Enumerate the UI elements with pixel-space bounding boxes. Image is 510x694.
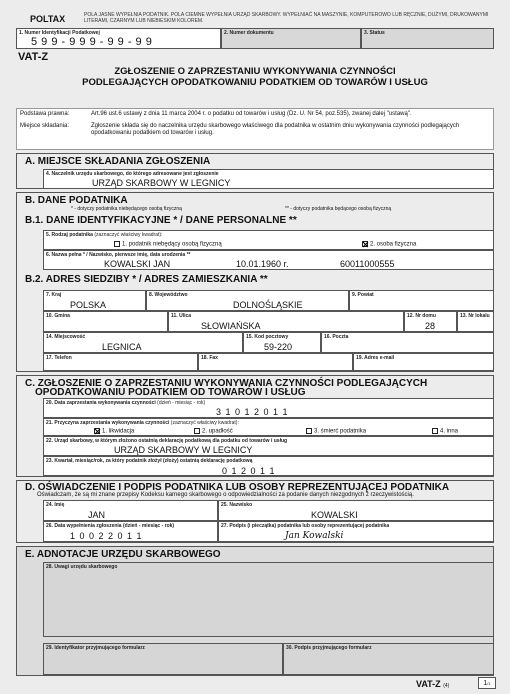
page-number: 1/1	[478, 677, 496, 689]
first-name-label: 24. Imię	[46, 502, 65, 508]
last-declaration-period-label: 23. Kwartał, miesiąc/rok, za który podatnik złożył (złoży) ostatnią deklarację podatkową	[46, 458, 253, 464]
fax-label: 18. Fax	[201, 355, 218, 361]
first-name-value: JAN	[88, 510, 106, 520]
taxpayer-type-option-2[interactable]: 2. osoba fizyczna	[362, 241, 416, 249]
email-label: 19. Adres e-mail	[356, 355, 395, 361]
section-e	[16, 546, 494, 676]
legal-basis-text: Art.96 ust.6 ustawy z dnia 11 marca 2004 r. o podatku od towarów i usług (Dz. U. Nr 54, poz.535), zwanej dalej "ustawą".	[91, 111, 412, 117]
pesel-value: 60011000555	[340, 259, 395, 269]
checkbox-icon[interactable]	[432, 428, 438, 434]
nip-value: 5 9 9 - 9 9 9 - 9 9 - 9 9	[31, 36, 153, 48]
note-natural-person: ** - dotyczy podatnika będącego osobą fizyczną	[285, 206, 392, 212]
office-notes-field	[43, 562, 494, 637]
municipality-field[interactable]	[43, 311, 168, 332]
reason-option-death[interactable]: 3. śmierć podatnika	[306, 428, 366, 436]
section-b1-title: B.1. DANE IDENTYFIKACYJNE * / DANE PERSONALNE **	[25, 215, 297, 226]
fax-field[interactable]	[198, 353, 353, 371]
form-title-line1: ZGŁOSZENIE O ZAPRZESTANIU WYKONYWANIA CZYNNOŚCI	[114, 66, 396, 77]
house-number-field[interactable]	[404, 311, 457, 332]
last-name-label: 25. Nazwisko	[221, 502, 253, 508]
section-d-title: D. OŚWIADCZENIE I PODPIS PODATNIKA LUB OSOBY REPREZENTUJĄCEJ PODATNIKA	[25, 482, 450, 493]
taxpayer-type-hint: (zaznaczyć właściwy kwadrat):	[94, 232, 163, 238]
reason-option-liquidation[interactable]: 1. likwidacja	[94, 428, 134, 436]
taxpayer-name-value: KOWALSKI JAN	[104, 259, 171, 269]
receiver-id-field	[43, 643, 283, 675]
section-a	[16, 153, 494, 189]
house-number-label: 12. Nr domu	[407, 313, 436, 319]
receiver-id-label: 29. Identyfikator przyjmującego formularz	[46, 645, 145, 651]
country-value: POLSKA	[70, 300, 107, 310]
cessation-date-field[interactable]	[43, 398, 494, 418]
county-field[interactable]	[349, 290, 494, 311]
last-name-value: KOWALSKI	[311, 510, 358, 520]
completion-date-value: 1 0 0 2 2 0 1 1	[70, 531, 143, 541]
status-field	[361, 28, 494, 49]
voivodeship-value: DOLNOŚLĄSKIE	[233, 300, 303, 310]
street-field[interactable]	[168, 311, 404, 332]
document-number-field	[221, 28, 361, 49]
last-declaration-period-field[interactable]	[43, 456, 494, 476]
birth-date-value: 10.01.1960 r.	[236, 259, 289, 269]
section-b	[16, 192, 494, 372]
country-label: 7. Kraj	[46, 292, 62, 298]
completion-date-field[interactable]	[43, 521, 218, 542]
taxpayer-type-option-1[interactable]: 1. podatnik niebędący osobą fizyczną	[114, 241, 222, 249]
cessation-date-label: 20. Data zaprzestania wykonywania czynności	[46, 400, 156, 406]
legal-info-box	[16, 108, 494, 150]
note-legal-entity: * - dotyczy podatnika niebędącego osobą fizyczną	[71, 206, 182, 212]
cessation-date-hint: (dzień - miesiąc - rok)	[157, 400, 206, 406]
checked-checkbox-icon[interactable]	[94, 428, 100, 434]
section-c	[16, 375, 494, 477]
receiver-signature-label: 30. Podpis przyjmującego formularz	[286, 645, 372, 651]
completion-date-label: 26. Data wypełnienia zgłoszenia (dzień - miesiąc - rok)	[46, 523, 175, 529]
apartment-number-field[interactable]	[457, 311, 494, 332]
filing-place-label: Miejsce składania:	[20, 123, 70, 129]
postal-code-field[interactable]	[243, 332, 321, 353]
last-name-field[interactable]	[218, 500, 494, 521]
section-b2-title: B.2. ADRES SIEDZIBY * / ADRES ZAMIESZKANIA **	[25, 274, 268, 285]
apartment-number-label: 13. Nr lokalu	[460, 313, 490, 319]
post-office-field[interactable]	[321, 332, 494, 353]
reason-option-other[interactable]: 4. inna	[432, 428, 458, 436]
taxpayer-type-field	[43, 230, 494, 250]
last-declaration-period-value: 0 1 2 0 1 1	[222, 466, 276, 476]
cessation-reason-label: 21. Przyczyna zaprzestania wykonywania czynności	[46, 420, 170, 426]
section-e-title: E. ADNOTACJE URZĘDU SKARBOWEGO	[25, 549, 221, 560]
form-code: VAT-Z	[18, 51, 49, 63]
cessation-date-value: 3 1 0 1 2 0 1 1	[216, 407, 289, 417]
house-number-value: 28	[425, 321, 436, 331]
taxpayer-name-field[interactable]	[43, 250, 494, 270]
status-label: 3. Status	[364, 30, 385, 36]
cessation-reason-hint: (zaznaczyć właściwy kwadrat):	[170, 420, 239, 426]
brand-label: POLTAX	[30, 14, 66, 24]
receiver-signature-field	[283, 643, 494, 675]
tax-office-field[interactable]	[43, 169, 494, 189]
legal-basis-label: Podstawa prawna:	[20, 111, 70, 117]
tax-office-value: URZĄD SKARBOWY W LEGNICY	[92, 178, 231, 188]
phone-field[interactable]	[43, 353, 198, 371]
office-notes-label: 28. Uwagi urzędu skarbowego	[46, 564, 118, 570]
section-d	[16, 480, 494, 543]
checked-checkbox-icon[interactable]	[362, 241, 368, 247]
cessation-reason-field	[43, 418, 494, 436]
signature-field[interactable]	[218, 521, 494, 542]
checkbox-icon[interactable]	[194, 428, 200, 434]
city-value: LEGNICA	[102, 342, 142, 352]
county-label: 9. Powiat	[352, 292, 374, 298]
last-declaration-office-field[interactable]	[43, 436, 494, 456]
nip-field[interactable]	[16, 28, 221, 49]
street-label: 11. Ulica	[171, 313, 192, 319]
phone-label: 17. Telefon	[46, 355, 72, 361]
post-office-label: 16. Poczta	[324, 334, 349, 340]
voivodeship-field[interactable]	[146, 290, 349, 311]
section-a-title: A. MIEJSCE SKŁADANIA ZGŁOSZENIA	[25, 156, 211, 167]
section-c-title-line1: C. ZGŁOSZENIE O ZAPRZESTANIU WYKONYWANIA CZYNNOŚCI PODLEGAJĄCYCH	[25, 378, 428, 389]
postal-code-value: 59-220	[264, 342, 293, 352]
postal-code-label: 15. Kod pocztowy	[246, 334, 289, 340]
taxpayer-type-label: 5. Rodzaj podatnika	[46, 232, 93, 238]
first-name-field[interactable]	[43, 500, 218, 521]
filing-place-text: Zgłoszenie składa się do naczelnika urzędu skarbowego właściwego dla podatnika w ostatnim dniu wykonywania czynności podlegających opodatkowaniu podatkiem od towarów i usług.	[91, 123, 460, 136]
tax-office-label: 4. Naczelnik urzędu skarbowego, do którego adresowane jest zgłoszenie	[46, 171, 219, 177]
taxpayer-name-label: 6. Nazwa pełna * / Nazwisko, pierwsze imię, data urodzenia **	[46, 252, 191, 258]
voivodeship-label: 8. Województwo	[149, 292, 188, 298]
last-declaration-office-value: URZĄD SKARBOWY W LEGNICY	[114, 445, 253, 455]
city-field[interactable]	[43, 332, 243, 353]
footer-form-code: VAT-Z (4)	[416, 679, 450, 689]
section-d-statement: Oświadczam, że są mi znane przepisy Kodeksu karnego skarbowego o odpowiedzialności za podanie danych niezgodnych z rzeczywistością.	[37, 492, 414, 498]
section-c-title-line2: OPODATKOWANIU PODATKIEM OD TOWARÓW I USŁUG	[35, 387, 306, 398]
municipality-label: 10. Gmina	[46, 313, 70, 319]
section-b-title: B. DANE PODATNIKA	[25, 195, 128, 206]
last-declaration-office-label: 22. Urząd skarbowy, w którym złożono ostatnią deklarację podatkową dla podatku od towarów i usług	[46, 438, 288, 444]
city-label: 14. Miejscowość	[46, 334, 86, 340]
street-value: SŁOWIAŃSKA	[201, 321, 261, 331]
email-field[interactable]	[353, 353, 494, 371]
checkbox-icon[interactable]	[306, 428, 312, 434]
nip-label: 1. Numer Identyfikacji Podatkowej	[19, 30, 100, 36]
footer-version: (4)	[443, 683, 450, 689]
country-field[interactable]	[43, 290, 146, 311]
fill-instructions: POLA JASNE WYPEŁNIA PODATNIK. POLA CIEMNE WYPEŁNIA URZĄD SKARBOWY. WYPEŁNIAĆ NA MASZYNIE, KOMPUTEROWO LUB RĘCZNIE, DUŻYMI, DRUKOWANYMI LITERAMI, CZARNYM LUB NIEBIESKIM KOLOREM.	[84, 12, 489, 24]
form-title-line2: PODLEGAJĄCYCH OPODATKOWANIU PODATKIEM OD TOWARÓW I USŁUG	[82, 77, 428, 88]
reason-option-bankruptcy[interactable]: 2. upadłość	[194, 428, 233, 436]
signature-label: 27. Podpis (i pieczątka) podatnika lub osoby reprezentującej podatnika	[221, 523, 390, 529]
checkbox-icon[interactable]	[114, 241, 120, 247]
handwritten-signature: Jan Kowalski	[285, 531, 344, 541]
document-number-label: 2. Numer dokumentu	[224, 30, 274, 36]
